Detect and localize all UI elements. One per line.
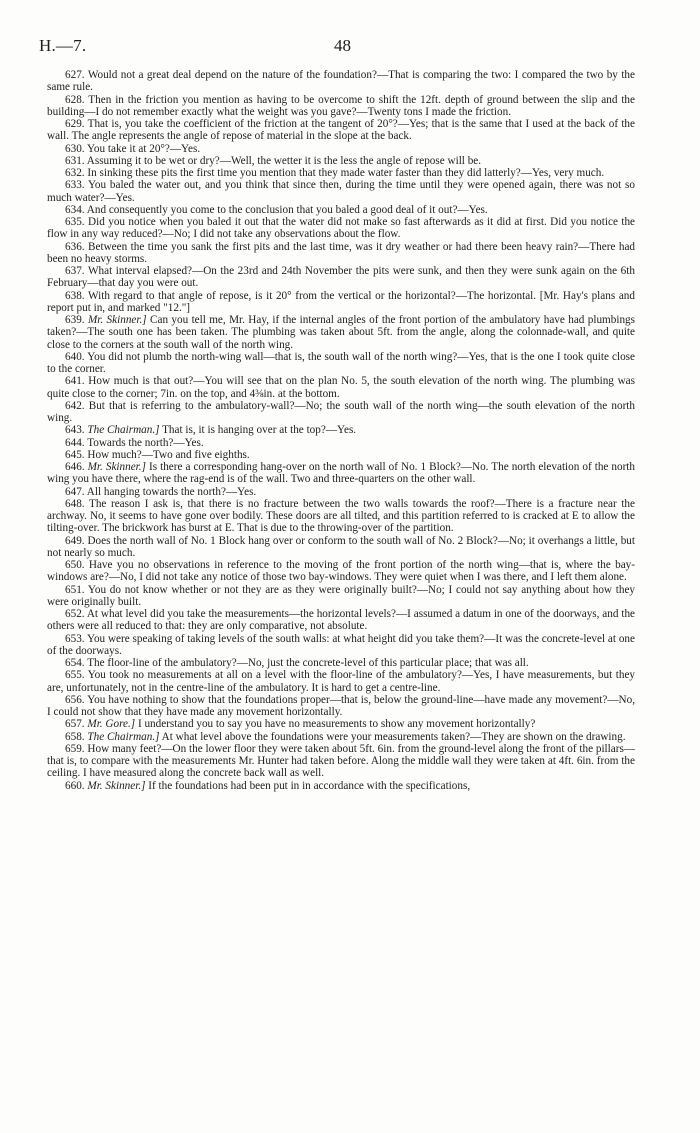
qa-paragraph [47, 241, 635, 266]
qa-paragraph [47, 375, 635, 400]
qa-text: How much?—Two and five eighths. [87, 448, 250, 461]
qa-paragraph [47, 669, 635, 694]
qa-paragraph [47, 69, 635, 94]
question-number: 630. [65, 142, 85, 155]
question-number: 632. [65, 167, 85, 179]
qa-paragraph [47, 608, 635, 633]
question-number: 629. [65, 118, 85, 130]
qa-paragraph [47, 559, 635, 584]
question-number: 636. [65, 240, 85, 253]
question-number: 627. [65, 69, 85, 81]
qa-text: Between the time you sank the first pits and the last time, was it dry weather or had there been heavy rain?—There had been no heavy storms. [47, 240, 636, 265]
qa-text: And consequently you come to the conclusion that you baled a good deal of it out?—Yes. [86, 203, 488, 216]
evidence-body [47, 69, 635, 792]
qa-paragraph [47, 351, 635, 376]
speaker-label: The Chairman.] [87, 730, 160, 743]
question-number: 652. [65, 608, 85, 620]
question-number: 634. [65, 203, 85, 216]
qa-paragraph [47, 461, 635, 486]
qa-paragraph [47, 535, 635, 560]
qa-paragraph [47, 424, 635, 436]
question-number: 646. [65, 461, 85, 473]
qa-text: Is there a corresponding hang-over on the north wall of No. 1 Block?—No. The north elevation of the north wing you have there, where the rag-end is of the wall. Two and three-quarters on the other wall. [47, 461, 636, 486]
qa-paragraph [47, 743, 635, 780]
qa-paragraph [47, 486, 635, 498]
question-number: 649. [65, 534, 85, 547]
question-number: 647. [65, 485, 85, 498]
qa-text: That is, you take the coefficient of the friction at the tangent of 20°?—Yes; that is the same that I used at the back of the wall. The angle represents the angle of repose of material in the slope at the back. [47, 118, 635, 143]
qa-paragraph [47, 167, 635, 179]
qa-text: You take it at 20°?—Yes. [86, 142, 201, 155]
qa-paragraph [47, 718, 635, 730]
qa-text: Can you tell me, Mr. Hay, if the internal angles of the front portion of the ambulatory have had plumbings taken?—The south one has been taken. The plumbing was taken about 5ft. from the angle, along the colonnade-wall, and quite close to the corners at the south wall of the north wing. [47, 314, 635, 351]
qa-text: You have nothing to show that the foundations proper—that is, below the ground-line—have made any movement?—No, I could not show that they have made any movement horizontally. [47, 693, 635, 718]
question-number: 633. [65, 179, 85, 192]
qa-paragraph [47, 694, 635, 719]
speaker-label: Mr. Skinner.] [87, 779, 146, 792]
question-number: 653. [65, 632, 85, 645]
qa-paragraph [47, 498, 635, 535]
qa-text: With regard to that angle of repose, is it 20° from the vertical or the horizontal?—The horizontal. [Mr. Hay's plans and report put in, and marked "12."] [47, 289, 635, 314]
question-number: 648. [65, 497, 85, 510]
qa-text: You were speaking of taking levels of the south walls: at what height did you take them?—It was the concrete-level at one of the doorways. [47, 632, 635, 657]
qa-paragraph [47, 314, 635, 351]
qa-paragraph [47, 449, 635, 461]
qa-text: In sinking these pits the first time you mention that they made water faster than they did latterly?—Yes, very much. [87, 167, 605, 179]
question-number: 638. [65, 289, 85, 302]
question-number: 641. [65, 375, 85, 388]
speaker-label: Mr. Gore.] [87, 718, 136, 731]
question-number: 644. [65, 436, 85, 449]
question-number: 655. [65, 669, 85, 682]
qa-text: But that is referring to the ambulatory-wall?—No; the south wall of the north wing—the south elevation of the north wing. [47, 399, 636, 424]
speaker-label: Mr. Skinner.] [87, 461, 146, 473]
qa-paragraph [47, 584, 635, 609]
speaker-label: Mr. Skinner.] [87, 314, 147, 326]
qa-text: You do not know whether or not they are as they were originally built?—No; I could not say anything about how they were originally built. [47, 583, 635, 608]
question-number: 642. [65, 399, 85, 412]
qa-paragraph [47, 265, 635, 290]
qa-text: If the foundations had been put in in accordance with the specifications, [148, 779, 471, 792]
question-number: 659. [65, 742, 85, 755]
qa-paragraph [47, 204, 635, 216]
qa-text: What interval elapsed?—On the 23rd and 24th November the pits were sunk, and then they were sunk again on the 6th February—that day you were out. [47, 265, 635, 290]
qa-paragraph [47, 179, 635, 204]
qa-paragraph [47, 400, 635, 425]
question-number: 640. [65, 350, 85, 363]
qa-text: How much is that out?—You will see that on the plan No. 5, the south elevation of the north wing. The plumbing was quite close to the corner; 7in. on the top, and 4⅜in. at the bottom. [47, 375, 636, 400]
qa-text: How many feet?—On the lower floor they were taken about 5ft. 6in. from the ground-level along the front of the pillars—that is, to compare with the measurements Mr. Hunter had taken before. Along the middle wall they were taken at 4ft. 6in. from the ceiling. I have measured along the concrete back wall as well. [47, 742, 635, 780]
question-number: 645. [65, 448, 85, 461]
qa-text: Would not a great deal depend on the nature of the foundation?—That is comparing the two: I compared the two by the same rule. [47, 69, 635, 94]
qa-text: At what level did you take the measurements—the horizontal levels?—I assumed a datum in one of the doorways, and the others were all reduced to that: they are only comparative, not absolute. [47, 608, 635, 633]
qa-paragraph [47, 143, 635, 155]
qa-text: Have you no observations in reference to the moving of the front portion of the north wing—that is, where the bay-windows are?—No, I did not take any notice of those two bay-windows. They were quiet when I was there, and I left them alone. [47, 559, 636, 584]
qa-text: Towards the north?—Yes. [87, 436, 204, 449]
speaker-label: The Chairman.] [87, 424, 160, 437]
qa-text: The reason I ask is, that there is no fracture between the two walls towards the roof?—There is a fracture near the archway. No, it seems to have gone over bodily. These doors are all tilted, and this partition referred to is cracked at E to allow the tilting-over. The brickwork has burst at E. That is due to the throwing-over of the partition. [47, 497, 635, 535]
qa-text: You took no measurements at all on a level with the floor-line of the ambulatory?—Yes, I have measurements, but they are, unfortunately, not in the centre-line of the ambulatory. It is hard to get a centre-line. [47, 669, 635, 694]
question-number: 656. [65, 693, 85, 706]
qa-text: That is, it is hanging over at the top?—Yes. [162, 424, 357, 437]
qa-text: Assuming it to be wet or dry?—Well, the wetter it is the less the angle of repose will be. [86, 154, 482, 167]
qa-paragraph [47, 780, 635, 792]
qa-paragraph [47, 290, 635, 315]
qa-text: I understand you to say you have no measurements to show any movement horizontally? [137, 718, 536, 731]
qa-paragraph [47, 94, 635, 119]
qa-text: Then in the friction you mention as having to be overcome to shift the 12ft. depth of ground between the slip and the building—I do not remember exactly what the weight was you gave?—Twenty tons I made the friction. [47, 93, 635, 118]
question-number: 658. [65, 730, 85, 743]
qa-text: All hanging towards the north?—Yes. [86, 485, 257, 498]
question-number: 650. [65, 559, 85, 571]
document-reference: H.—7. [39, 36, 87, 55]
qa-text: Does the north wall of No. 1 Block hang over or conform to the south wall of No. 2 Block?—No; it overhangs a little, but not nearly so much. [47, 534, 635, 559]
question-number: 635. [65, 216, 85, 228]
qa-paragraph [47, 216, 635, 241]
question-number: 631. [65, 154, 85, 167]
qa-paragraph [47, 657, 635, 669]
question-number: 643. [65, 424, 85, 437]
qa-text: You baled the water out, and you think that since then, during the time until they were opened again, there was not so much water?—Yes. [47, 179, 635, 204]
question-number: 657. [65, 718, 85, 731]
qa-paragraph [47, 731, 635, 743]
qa-text: At what level above the foundations were your measurements taken?—They are shown on the drawing. [161, 730, 626, 743]
page-number: 48 [334, 36, 351, 55]
question-number: 654. [65, 657, 85, 669]
qa-text: Did you notice when you baled it out that the water did not make so fast afterwards as it did at first. Did you notice the flow in any way reduced?—No; I did not take any observations about the flow. [47, 216, 636, 241]
qa-paragraph [47, 633, 635, 658]
qa-paragraph [47, 437, 635, 449]
question-number: 651. [65, 583, 85, 596]
qa-text: You did not plumb the north-wing wall—that is, the south wall of the north wing?—Yes, that is the one I took quite close to the corner. [47, 350, 635, 375]
question-number: 637. [65, 265, 85, 277]
qa-paragraph [47, 155, 635, 167]
question-number: 639. [65, 314, 85, 326]
qa-text: The floor-line of the ambulatory?—No, just the concrete-level of this particular place; that was all. [87, 657, 529, 669]
question-number: 628. [65, 93, 85, 106]
qa-paragraph [47, 118, 635, 143]
question-number: 660. [65, 779, 85, 792]
